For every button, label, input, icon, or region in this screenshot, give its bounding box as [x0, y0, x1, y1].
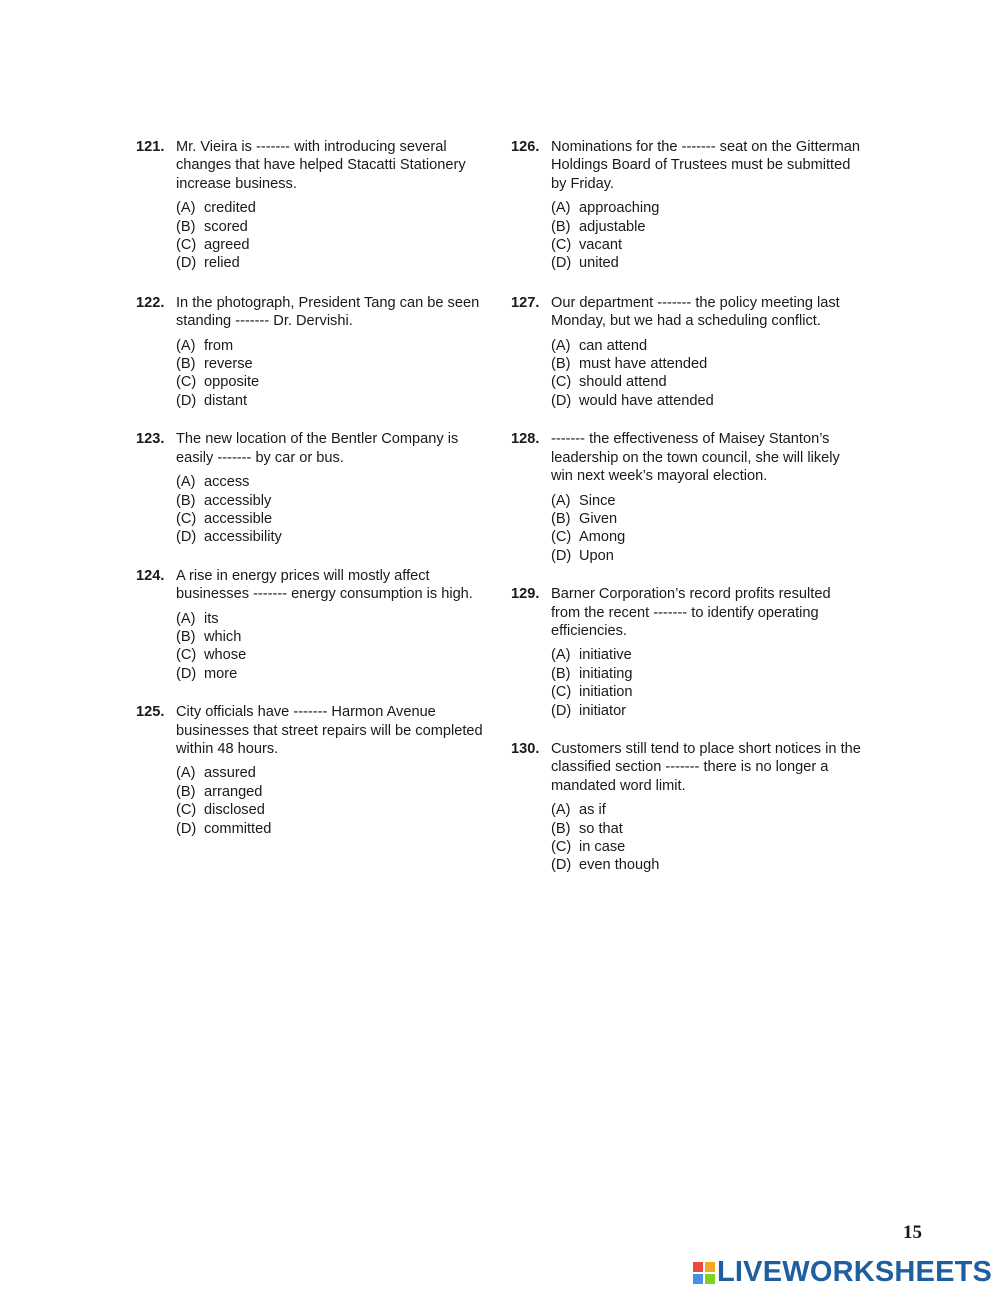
option-d[interactable]	[176, 528, 486, 546]
option-text: should attend	[579, 374, 667, 391]
question-stem: The new location of the Bentler Company is easily ------- by car or bus.	[176, 431, 459, 466]
option-letter: (A)	[176, 474, 196, 491]
option-letter: (C)	[176, 374, 197, 391]
option-letter: (A)	[551, 802, 571, 819]
option-d[interactable]	[176, 665, 486, 683]
option-letter: (D)	[176, 665, 197, 682]
option-d[interactable]	[551, 702, 861, 720]
question-number: 130.	[511, 740, 540, 757]
option-letter: (A)	[551, 200, 571, 217]
option-text: so that	[579, 820, 623, 837]
option-d[interactable]	[551, 547, 861, 565]
option-a[interactable]	[176, 337, 486, 355]
question-130	[511, 740, 861, 875]
option-d[interactable]	[551, 254, 861, 272]
question-number: 125.	[136, 704, 165, 721]
option-letter: (D)	[551, 547, 572, 564]
liveworksheets-logo-icon	[693, 1262, 715, 1284]
option-c[interactable]	[176, 801, 486, 819]
question-stem: Customers still tend to place short notices in the classified section ------- there is no longer a mandated word limit.	[551, 740, 861, 794]
option-c[interactable]	[551, 838, 861, 856]
option-text: scored	[204, 218, 248, 235]
question-number: 123.	[136, 431, 165, 448]
option-text: whose	[204, 647, 247, 664]
option-text: initiator	[579, 702, 627, 719]
option-letter: (A)	[551, 647, 571, 664]
option-c[interactable]	[176, 510, 486, 528]
option-c[interactable]	[551, 236, 861, 254]
option-c[interactable]	[551, 683, 861, 701]
question-stem: Our department ------- the policy meeting last Monday, but we had a scheduling conflict.	[551, 294, 840, 330]
question-122	[136, 294, 486, 410]
option-letter: (A)	[176, 765, 196, 782]
option-letter: (C)	[176, 237, 197, 254]
option-c[interactable]	[176, 373, 486, 391]
question-number: 124.	[136, 567, 165, 584]
question-121	[136, 138, 486, 273]
question-number: 127.	[511, 294, 540, 311]
option-a[interactable]	[551, 199, 861, 217]
option-letter: (A)	[551, 492, 571, 509]
option-text: assured	[204, 765, 256, 782]
option-text: relied	[204, 255, 240, 272]
option-c[interactable]	[551, 528, 861, 546]
options-list	[176, 337, 486, 411]
option-text: would have attended	[579, 392, 714, 409]
option-letter: (B)	[176, 492, 196, 509]
option-letter: (A)	[176, 337, 196, 354]
options-list	[551, 646, 861, 720]
option-letter: (C)	[176, 802, 197, 819]
question-number: 121.	[136, 139, 165, 155]
option-letter: (D)	[176, 255, 197, 272]
option-letter: (D)	[176, 529, 197, 546]
option-text: from	[204, 337, 234, 354]
option-b[interactable]	[176, 492, 486, 510]
page-number: 15	[903, 1222, 922, 1243]
option-letter: (D)	[551, 255, 572, 272]
option-text: credited	[204, 200, 256, 217]
option-text: adjustable	[579, 218, 646, 235]
question-123	[136, 430, 486, 546]
option-text: united	[579, 255, 619, 272]
option-a[interactable]	[551, 801, 861, 819]
question-stem: Nominations for the ------- seat on the Gitterman Holdings Board of Trustees must be submitted by Friday.	[551, 139, 861, 192]
option-d[interactable]	[176, 392, 486, 410]
option-letter: (B)	[551, 510, 571, 527]
option-b[interactable]	[551, 665, 861, 683]
option-letter: (B)	[551, 218, 571, 235]
option-letter: (C)	[176, 510, 197, 527]
option-letter: (D)	[551, 857, 572, 874]
option-a[interactable]	[551, 337, 861, 355]
option-b[interactable]	[551, 510, 861, 528]
option-text: distant	[204, 392, 247, 409]
option-d[interactable]	[551, 856, 861, 874]
option-text: which	[204, 628, 242, 645]
option-text: must have attended	[579, 356, 708, 373]
option-c[interactable]	[176, 646, 486, 664]
question-stem: Mr. Vieira is ------- with introducing several changes that have helped Stacatti Stationery increase business.	[176, 139, 466, 192]
option-text: initiation	[579, 684, 633, 701]
option-d[interactable]	[176, 254, 486, 272]
option-letter: (C)	[551, 684, 572, 701]
option-text: opposite	[204, 374, 260, 391]
option-c[interactable]	[551, 373, 861, 391]
options-list	[176, 199, 486, 273]
options-list	[176, 610, 486, 684]
question-129	[511, 585, 861, 720]
option-text: as if	[579, 802, 606, 819]
question-127	[511, 294, 861, 410]
options-list	[551, 801, 861, 875]
option-letter: (D)	[551, 392, 572, 409]
option-text: can attend	[579, 337, 648, 354]
option-text: agreed	[204, 237, 250, 254]
options-list	[551, 492, 861, 566]
option-text: arranged	[204, 783, 263, 800]
question-stem: City officials have ------- Harmon Avenue businesses that street repairs will be completed within 48 hours.	[176, 704, 483, 757]
question-stem: A rise in energy prices will mostly affect businesses ------- energy consumption is high.	[176, 567, 473, 603]
option-letter: (C)	[176, 647, 197, 664]
options-list	[176, 764, 486, 838]
question-number: 128.	[511, 431, 540, 448]
question-stem: In the photograph, President Tang can be seen standing ------- Dr. Dervishi.	[176, 294, 480, 330]
option-text: vacant	[579, 237, 622, 254]
question-124	[136, 567, 486, 683]
option-text: access	[204, 474, 250, 491]
option-letter: (B)	[176, 356, 196, 373]
option-text: accessibility	[204, 529, 282, 546]
options-list	[551, 199, 861, 273]
options-list	[551, 337, 861, 411]
question-number: 122.	[136, 294, 165, 311]
option-letter: (B)	[176, 783, 196, 800]
option-a[interactable]	[551, 646, 861, 664]
option-letter: (B)	[176, 628, 196, 645]
left-column	[136, 138, 486, 838]
brand-text: LIVEWORKSHEETS	[717, 1256, 993, 1288]
option-letter: (B)	[551, 356, 571, 373]
option-b[interactable]	[176, 355, 486, 373]
option-letter: (A)	[551, 337, 571, 354]
option-b[interactable]	[176, 628, 486, 646]
option-a[interactable]	[176, 610, 486, 628]
question-126	[511, 138, 861, 273]
option-letter: (D)	[176, 392, 197, 409]
question-stem: Barner Corporation’s record profits resulted from the recent ------- to identify operating efficiencies.	[551, 586, 831, 639]
question-128	[511, 430, 861, 565]
option-text: initiating	[579, 665, 633, 682]
option-text: accessible	[204, 510, 273, 527]
option-text: disclosed	[204, 802, 265, 819]
option-text: committed	[204, 820, 272, 837]
option-text: Given	[579, 510, 618, 527]
option-letter: (D)	[176, 820, 197, 837]
option-a[interactable]	[176, 764, 486, 782]
option-b[interactable]	[551, 355, 861, 373]
options-list	[176, 473, 486, 547]
question-number: 129.	[511, 586, 540, 603]
option-letter: (C)	[551, 529, 572, 546]
option-letter: (A)	[176, 610, 196, 627]
option-b[interactable]	[176, 783, 486, 801]
option-letter: (B)	[551, 665, 571, 682]
option-b[interactable]	[551, 820, 861, 838]
option-a[interactable]	[176, 473, 486, 491]
option-letter: (B)	[551, 820, 571, 837]
option-text: in case	[579, 839, 626, 855]
option-letter: (A)	[176, 200, 196, 217]
option-a[interactable]	[551, 492, 861, 510]
question-stem: ------- the effectiveness of Maisey Stanton’s leadership on the town council, she will likely win next week’s mayoral election.	[551, 431, 840, 485]
liveworksheets-brand[interactable]	[693, 1256, 992, 1289]
question-125	[136, 703, 486, 838]
option-b[interactable]	[551, 218, 861, 236]
option-text: reverse	[204, 356, 253, 373]
option-text: its	[204, 610, 219, 627]
option-text: Among	[579, 529, 626, 546]
option-letter: (C)	[551, 839, 572, 855]
option-letter: (C)	[551, 237, 572, 254]
option-letter: (B)	[176, 218, 196, 235]
option-letter: (D)	[551, 702, 572, 719]
option-text: even though	[579, 857, 660, 874]
option-letter: (C)	[551, 374, 572, 391]
option-text: Upon	[579, 547, 614, 564]
option-b[interactable]	[176, 218, 486, 236]
option-text: more	[204, 665, 238, 682]
option-text: approaching	[579, 200, 660, 217]
option-d[interactable]	[551, 392, 861, 410]
right-column	[511, 138, 861, 875]
option-d[interactable]	[176, 820, 486, 838]
option-c[interactable]	[176, 236, 486, 254]
option-text: Since	[579, 492, 616, 509]
question-number: 126.	[511, 139, 540, 155]
option-text: accessibly	[204, 492, 272, 509]
option-text: initiative	[579, 647, 632, 664]
option-a[interactable]	[176, 199, 486, 217]
